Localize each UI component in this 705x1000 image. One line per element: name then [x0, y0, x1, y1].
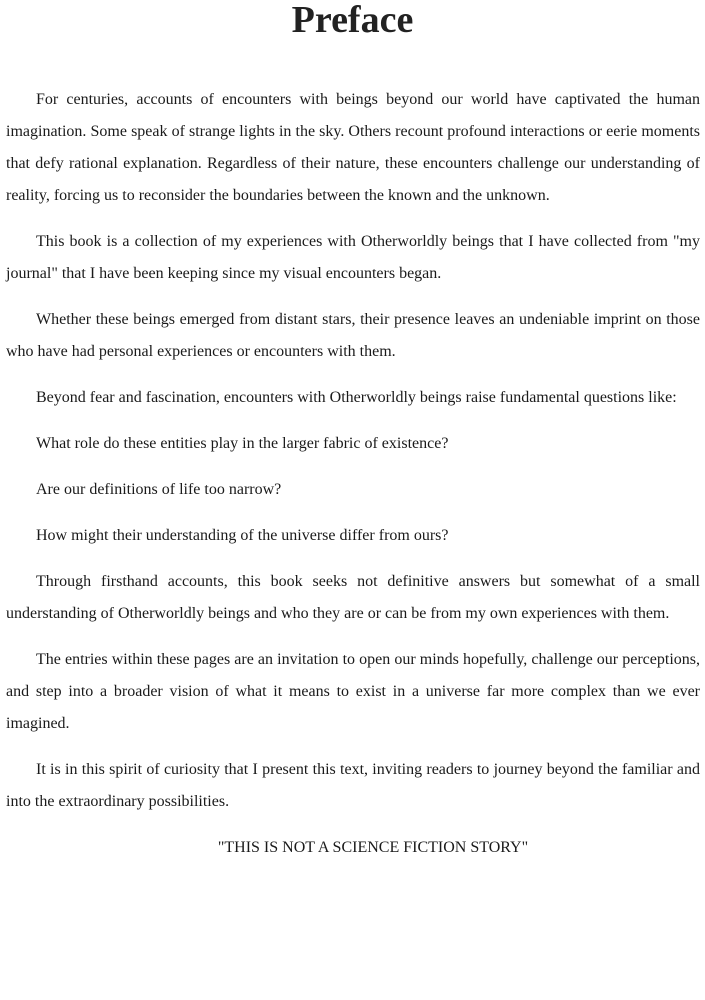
question-understanding: How might their understanding of the universe differ from ours?	[36, 527, 449, 544]
closing-statement: "THIS IS NOT A SCIENCE FICTION STORY"	[217, 839, 529, 856]
paragraph-intro: For centuries, accounts of encounters with beings beyond our world have captivated the human imagination. Some speak of strange lights in the sky. Others recount profound interactions or eerie moments that defy rational explanation. Regardless of their nature, these encounters challenge our understanding of reality, forcing us to reconsider the boundaries between the known and the unknown.	[6, 91, 700, 204]
question-role: What role do these entities play in the larger fabric of existence?	[36, 435, 449, 452]
preface-body	[6, 84, 700, 864]
paragraph-collection: This book is a collection of my experiences with Otherworldly beings that I have collected from "my journal" that I have been keeping since my visual encounters began.	[6, 233, 700, 282]
paragraph-invitation: The entries within these pages are an invitation to open our minds hopefully, challenge our perceptions, and step into a broader vision of what it means to exist in a universe far more complex than we ever imagined.	[6, 651, 700, 732]
paragraph-beings-origin: Whether these beings emerged from distant stars, their presence leaves an undeniable imprint on those who have had personal experiences or encounters with them.	[6, 311, 700, 360]
page-title: Preface	[291, 0, 414, 41]
paragraph-questions-lead: Beyond fear and fascination, encounters with Otherworldly beings raise fundamental questions like:	[36, 389, 677, 406]
question-definitions: Are our definitions of life too narrow?	[36, 481, 282, 498]
paragraph-curiosity: It is in this spirit of curiosity that I present this text, inviting readers to journey beyond the familiar and into the extraordinary possibilities.	[6, 761, 700, 810]
paragraph-firsthand: Through firsthand accounts, this book seeks not definitive answers but somewhat of a small understanding of Otherworldly beings and who they are or can be from my own experiences with them.	[6, 573, 700, 622]
